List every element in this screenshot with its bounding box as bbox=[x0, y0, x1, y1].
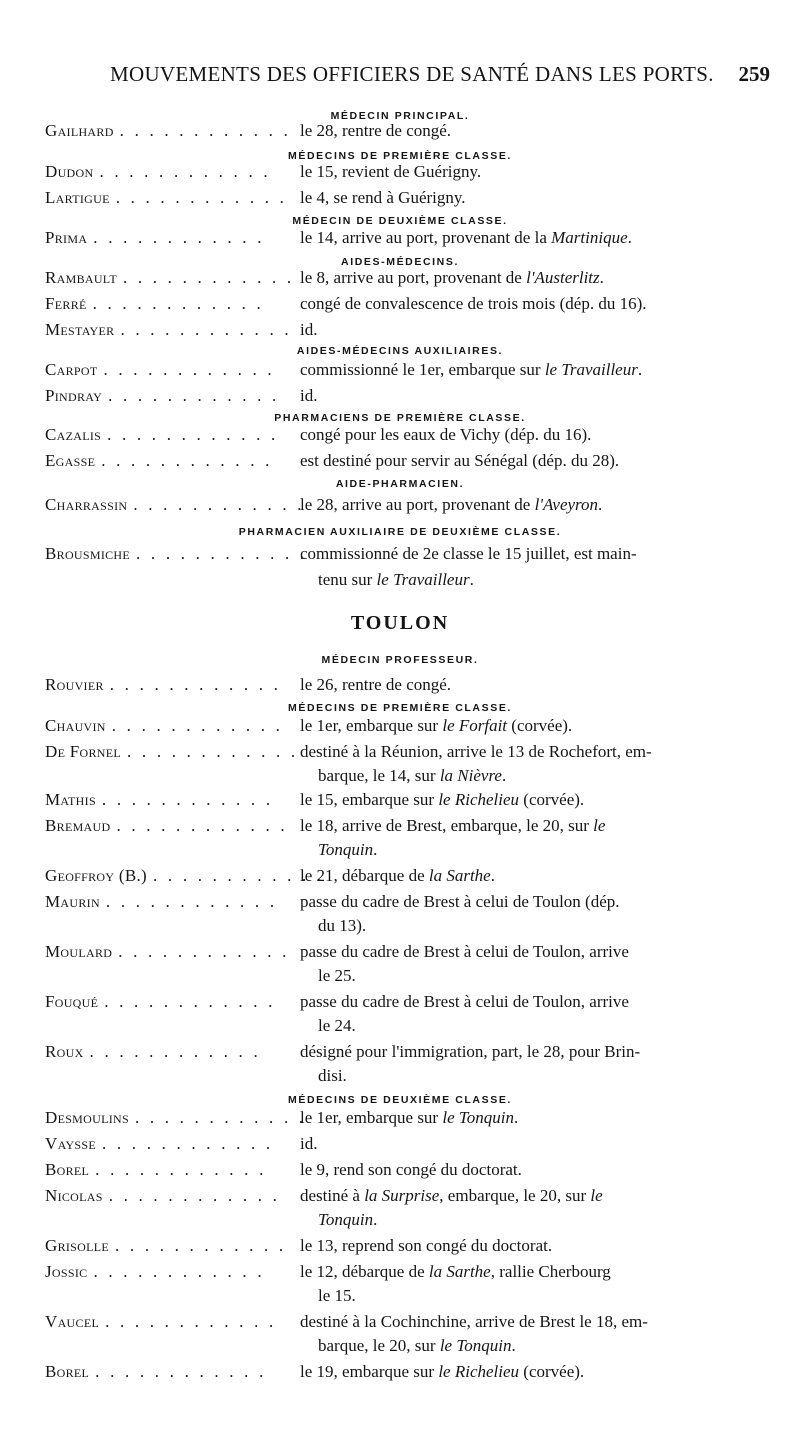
entry-text-after: . bbox=[513, 1108, 519, 1127]
leader-dots: . . . . . . . . . . . . bbox=[92, 294, 264, 313]
ship-name: Tonquin bbox=[318, 840, 374, 859]
officer-name: Maurin bbox=[45, 892, 100, 911]
leader-dots: . . . . . . . . . . . . bbox=[118, 942, 290, 961]
entry-text-after: . bbox=[627, 228, 632, 247]
leader-dots: . . . . . . . . . . . . bbox=[95, 1160, 267, 1179]
officer-name: Borel bbox=[45, 1160, 90, 1179]
leader-dots: . . . . . . . . . . . . bbox=[102, 1134, 274, 1153]
entry-line bbox=[45, 1236, 760, 1262]
entry-text: passe du cadre de Brest à celui de Toulon (dép. bbox=[300, 892, 620, 911]
leader-dots: . . . . . . . . . . . . bbox=[93, 1262, 265, 1281]
section-heading: PHARMACIEN AUXILIAIRE DE DEUXIÈME CLASSE. bbox=[238, 526, 562, 538]
entry-text: le 12, débarque de bbox=[300, 1262, 429, 1281]
movement-text bbox=[300, 942, 629, 962]
entry-text: le 8, arrive au port, provenant de bbox=[300, 268, 527, 287]
entry-line bbox=[45, 268, 760, 294]
continuation-text: le 24. bbox=[318, 1016, 356, 1035]
leader-dots: . . . . . . . . . . . . bbox=[116, 816, 288, 835]
entry-text: le 26, rentre de congé. bbox=[300, 675, 452, 694]
section-heading: MÉDECIN PROFESSEUR. bbox=[321, 654, 479, 666]
movement-text bbox=[300, 1236, 552, 1256]
entry-line bbox=[45, 1312, 760, 1338]
ship-name: le Tonquin bbox=[442, 1108, 514, 1127]
leader-dots: . . . . . . . . . . . . bbox=[99, 162, 271, 181]
movement-text bbox=[300, 1362, 584, 1382]
officer-name: Borel bbox=[45, 1362, 90, 1381]
section-heading: MÉDECIN DE DEUXIÈME CLASSE. bbox=[292, 215, 508, 227]
officer-name: Gailhard bbox=[45, 121, 114, 140]
entry-text: destiné à la Réunion, arrive le 13 de Rochefort, em- bbox=[300, 742, 652, 761]
entry-continuation bbox=[318, 766, 506, 786]
movement-text bbox=[300, 1134, 317, 1154]
officer-name: Carpot bbox=[45, 360, 98, 379]
officer-name: Fouqué bbox=[45, 992, 99, 1011]
officer-name: Prima bbox=[45, 228, 88, 247]
movement-text bbox=[300, 294, 647, 314]
section-heading: AIDES-MÉDECINS AUXILIAIRES. bbox=[296, 345, 504, 357]
continuation-text: le 25. bbox=[318, 966, 356, 985]
ship-name: l'Austerlitz bbox=[526, 268, 600, 287]
leader-dots: . . . . . . . . . . . . bbox=[101, 451, 273, 470]
entry-text: commissionné le 1er, embarque sur bbox=[300, 360, 545, 379]
officer-name: Bremaud bbox=[45, 816, 111, 835]
entry-text-after: . bbox=[637, 360, 643, 379]
ship-name: Martinique bbox=[551, 228, 628, 247]
entry-text-after: (corvée). bbox=[519, 1362, 585, 1381]
officer-name: Jossic bbox=[45, 1262, 88, 1281]
continuation-text: du 13). bbox=[318, 916, 367, 935]
movement-text bbox=[300, 742, 652, 762]
entry-text-after: , embarque, le 20, sur bbox=[439, 1186, 591, 1205]
leader-dots: . . . . . . . . . . . . bbox=[103, 360, 275, 379]
running-title: MOUVEMENTS DES OFFICIERS DE SANTÉ DANS LES PORTS. bbox=[110, 62, 714, 86]
movement-text bbox=[300, 188, 466, 208]
continuation-text: le 15. bbox=[318, 1286, 356, 1305]
ship-name: la Sarthe bbox=[428, 1262, 491, 1281]
ship-name: le Richelieu bbox=[438, 1362, 520, 1381]
entry-continuation bbox=[318, 1336, 516, 1356]
entry-line bbox=[45, 1042, 760, 1068]
entry-continuation bbox=[318, 1286, 356, 1306]
continuation-after: . bbox=[373, 1210, 378, 1229]
entry-text: id. bbox=[300, 386, 318, 405]
movement-text bbox=[300, 320, 317, 340]
movement-text bbox=[300, 360, 642, 380]
leader-dots: . . . . . . . . . . . . bbox=[127, 742, 299, 761]
movement-text bbox=[300, 790, 584, 810]
ship-name: la Nièvre bbox=[439, 766, 502, 785]
section-heading: MÉDECIN PRINCIPAL. bbox=[330, 110, 470, 122]
continuation-after: . bbox=[501, 766, 507, 785]
entry-line bbox=[45, 790, 760, 816]
entry-text: est destiné pour servir au Sénégal (dép. du 28). bbox=[300, 451, 620, 470]
movement-text bbox=[300, 451, 619, 471]
entry-line bbox=[45, 320, 760, 346]
continuation-after: . bbox=[373, 840, 378, 859]
entry-text: commissionné de 2e classe le 15 juillet, est main- bbox=[300, 544, 637, 563]
ship-name: le Travailleur bbox=[544, 360, 638, 379]
ship-name: le Forfait bbox=[442, 716, 508, 735]
entry-text: passe du cadre de Brest à celui de Toulon, arrive bbox=[300, 992, 629, 1011]
officer-name: Nicolas bbox=[45, 1186, 103, 1205]
leader-dots: . . . . . . . . . . . . bbox=[153, 866, 325, 885]
entry-line bbox=[45, 816, 760, 842]
entry-line bbox=[45, 1186, 760, 1212]
entry-text: le 21, débarque de bbox=[300, 866, 429, 885]
movement-text bbox=[300, 675, 451, 695]
officer-name: Dudon bbox=[45, 162, 94, 181]
movement-text bbox=[300, 425, 591, 445]
officer-name: De Fornel bbox=[45, 742, 122, 761]
entry-line bbox=[45, 360, 760, 386]
continuation-text: tenu sur bbox=[318, 570, 377, 589]
entry-text: destiné à bbox=[300, 1186, 365, 1205]
ship-name: le bbox=[590, 1186, 603, 1205]
entry-line bbox=[45, 992, 760, 1018]
entry-text-after: . bbox=[599, 268, 604, 287]
ship-name: le Travailleur bbox=[376, 570, 470, 589]
entry-text: passe du cadre de Brest à celui de Toulon, arrive bbox=[300, 942, 629, 961]
entry-continuation bbox=[318, 1066, 347, 1086]
officer-name: Vaysse bbox=[45, 1134, 96, 1153]
continuation-text: barque, le 14, sur bbox=[318, 766, 440, 785]
continuation-after: . bbox=[469, 570, 474, 589]
movement-text bbox=[300, 228, 632, 248]
entry-text: le 14, arrive au port, provenant de la bbox=[300, 228, 552, 247]
officer-name: Moulard bbox=[45, 942, 113, 961]
leader-dots: . . . . . . . . . . . . bbox=[115, 1236, 287, 1255]
entry-line bbox=[45, 495, 760, 521]
section-heading: MÉDECINS DE PREMIÈRE CLASSE. bbox=[288, 702, 512, 714]
entry-text-after: , rallie Cherbourg bbox=[490, 1262, 611, 1281]
leader-dots: . . . . . . . . . . . . bbox=[108, 1186, 281, 1205]
entry-continuation bbox=[318, 966, 356, 986]
officer-name: Desmoulins bbox=[45, 1108, 129, 1127]
entry-line bbox=[45, 1134, 760, 1160]
movement-text bbox=[300, 1312, 648, 1332]
section-heading: AIDES-MÉDECINS. bbox=[341, 256, 459, 268]
entry-line bbox=[45, 866, 760, 892]
entry-line bbox=[45, 425, 760, 451]
entry-line bbox=[45, 294, 760, 320]
ship-name: l'Aveyron bbox=[534, 495, 599, 514]
entry-line bbox=[45, 451, 760, 477]
leader-dots: . . . . . . . . . . . . bbox=[109, 675, 282, 694]
leader-dots: . . . . . . . . . . . . bbox=[105, 1312, 277, 1331]
movement-text bbox=[300, 716, 572, 736]
movement-text bbox=[300, 1186, 603, 1206]
officer-name: Vaucel bbox=[45, 1312, 100, 1331]
leader-dots: . . . . . . . . . . . . bbox=[122, 268, 295, 287]
movement-text bbox=[300, 495, 602, 515]
entry-line bbox=[45, 892, 760, 918]
officer-name: Geoffroy (B.) bbox=[45, 866, 148, 885]
entry-line bbox=[45, 942, 760, 968]
officer-name: Pindray bbox=[45, 386, 103, 405]
entry-line bbox=[45, 188, 760, 214]
entry-line bbox=[45, 1108, 760, 1134]
movement-text bbox=[300, 544, 637, 564]
entry-text-after: (corvée). bbox=[519, 790, 585, 809]
officer-name: Mestayer bbox=[45, 320, 115, 339]
entry-text: le 19, embarque sur bbox=[300, 1362, 439, 1381]
leader-dots: . . . . . . . . . . . . bbox=[107, 425, 279, 444]
ship-name: la Sarthe bbox=[428, 866, 491, 885]
entry-line bbox=[45, 1262, 760, 1288]
entry-line bbox=[45, 544, 760, 570]
entry-text-after: . bbox=[598, 495, 603, 514]
entry-text: congé pour les eaux de Vichy (dép. du 16). bbox=[300, 425, 592, 444]
leader-dots: . . . . . . . . . . . . bbox=[104, 992, 276, 1011]
entry-continuation bbox=[318, 1210, 377, 1230]
entry-line bbox=[45, 121, 760, 147]
entry-text: le 15, embarque sur bbox=[300, 790, 439, 809]
city-heading: TOULON bbox=[350, 612, 450, 634]
entry-text-after: . bbox=[490, 866, 495, 885]
leader-dots: . . . . . . . . . . . . bbox=[93, 228, 265, 247]
officer-name: Chauvin bbox=[45, 716, 106, 735]
entry-text: id. bbox=[300, 320, 318, 339]
officer-name: Rouvier bbox=[45, 675, 104, 694]
section-heading: AIDE-PHARMACIEN. bbox=[335, 478, 465, 490]
movement-text bbox=[300, 1262, 611, 1282]
officer-name: Rambault bbox=[45, 268, 117, 287]
officer-name: Charrassin bbox=[45, 495, 128, 514]
leader-dots: . . . . . . . . . . . . bbox=[89, 1042, 261, 1061]
ship-name: la Surprise bbox=[364, 1186, 440, 1205]
continuation-text: barque, le 20, sur bbox=[318, 1336, 440, 1355]
entry-text: le 28, rentre de congé. bbox=[300, 121, 452, 140]
continuation-text: disi. bbox=[318, 1066, 347, 1085]
leader-dots: . . . . . . . . . . . . bbox=[136, 544, 308, 563]
entry-continuation bbox=[318, 916, 366, 936]
entry-continuation bbox=[318, 1016, 356, 1036]
movement-text bbox=[300, 121, 451, 141]
movement-text bbox=[300, 1042, 640, 1062]
officer-name: Ferré bbox=[45, 294, 87, 313]
officer-name: Egasse bbox=[45, 451, 96, 470]
entry-text: le 4, se rend à Guérigny. bbox=[300, 188, 466, 207]
entry-text: congé de convalescence de trois mois (dép. du 16). bbox=[300, 294, 647, 313]
movement-text bbox=[300, 1160, 522, 1180]
movement-text bbox=[300, 386, 317, 406]
ship-name: Tonquin bbox=[318, 1210, 374, 1229]
officer-name: Lartigue bbox=[45, 188, 110, 207]
entry-line bbox=[45, 742, 760, 768]
movement-text bbox=[300, 162, 481, 182]
continuation-after: . bbox=[511, 1336, 516, 1355]
section-heading: MÉDECINS DE PREMIÈRE CLASSE. bbox=[288, 150, 512, 162]
section-heading: MÉDECINS DE DEUXIÈME CLASSE. bbox=[288, 1094, 512, 1106]
movement-text bbox=[300, 992, 629, 1012]
officer-name: Mathis bbox=[45, 790, 96, 809]
entry-text: id. bbox=[300, 1134, 318, 1153]
entry-continuation bbox=[318, 570, 474, 590]
entry-line bbox=[45, 386, 760, 412]
leader-dots: . . . . . . . . . . . . bbox=[133, 495, 305, 514]
movement-text bbox=[300, 892, 620, 912]
entry-text: le 15, revient de Guérigny. bbox=[300, 162, 482, 181]
ship-name: le Tonquin bbox=[439, 1336, 512, 1355]
officer-name: Grisolle bbox=[45, 1236, 110, 1255]
leader-dots: . . . . . . . . . . . . bbox=[95, 1362, 267, 1381]
entry-continuation bbox=[318, 840, 377, 860]
entry-line bbox=[45, 716, 760, 742]
leader-dots: . . . . . . . . . . . . bbox=[115, 188, 288, 207]
entry-line bbox=[45, 675, 760, 701]
page-number: 259 bbox=[738, 62, 770, 86]
entry-text: le 1er, embarque sur bbox=[300, 1108, 443, 1127]
ship-name: le Richelieu bbox=[438, 790, 520, 809]
entry-text: le 13, reprend son congé du doctorat. bbox=[300, 1236, 553, 1255]
movement-text bbox=[300, 1108, 518, 1128]
movement-text bbox=[300, 866, 495, 886]
leader-dots: . . . . . . . . . . . . bbox=[108, 386, 280, 405]
entry-text-after: (corvée). bbox=[507, 716, 573, 735]
officer-name: Cazalis bbox=[45, 425, 102, 444]
leader-dots: . . . . . . . . . . . . bbox=[105, 892, 278, 911]
leader-dots: . . . . . . . . . . . . bbox=[120, 320, 292, 339]
entry-text: le 1er, embarque sur bbox=[300, 716, 443, 735]
entry-line bbox=[45, 162, 760, 188]
entry-text: désigné pour l'immigration, part, le 28, pour Brin- bbox=[300, 1042, 641, 1061]
entry-text: le 18, arrive de Brest, embarque, le 20, sur bbox=[300, 816, 594, 835]
leader-dots: . . . . . . . . . . . . bbox=[134, 1108, 307, 1127]
movement-text bbox=[300, 268, 604, 288]
officer-name: Roux bbox=[45, 1042, 84, 1061]
leader-dots: . . . . . . . . . . . . bbox=[119, 121, 292, 140]
entry-line bbox=[45, 1160, 760, 1186]
leader-dots: . . . . . . . . . . . . bbox=[111, 716, 284, 735]
entry-line bbox=[45, 228, 760, 254]
ship-name: le bbox=[593, 816, 606, 835]
section-heading: PHARMACIENS DE PREMIÈRE CLASSE. bbox=[274, 412, 526, 424]
leader-dots: . . . . . . . . . . . . bbox=[101, 790, 274, 809]
movement-text bbox=[300, 816, 605, 836]
entry-line bbox=[45, 1362, 760, 1388]
entry-text: le 9, rend son congé du doctorat. bbox=[300, 1160, 522, 1179]
entry-text: le 28, arrive au port, provenant de bbox=[300, 495, 535, 514]
entry-text: destiné à la Cochinchine, arrive de Brest le 18, em- bbox=[300, 1312, 648, 1331]
officer-name: Brousmiche bbox=[45, 544, 131, 563]
page-header bbox=[110, 62, 770, 92]
